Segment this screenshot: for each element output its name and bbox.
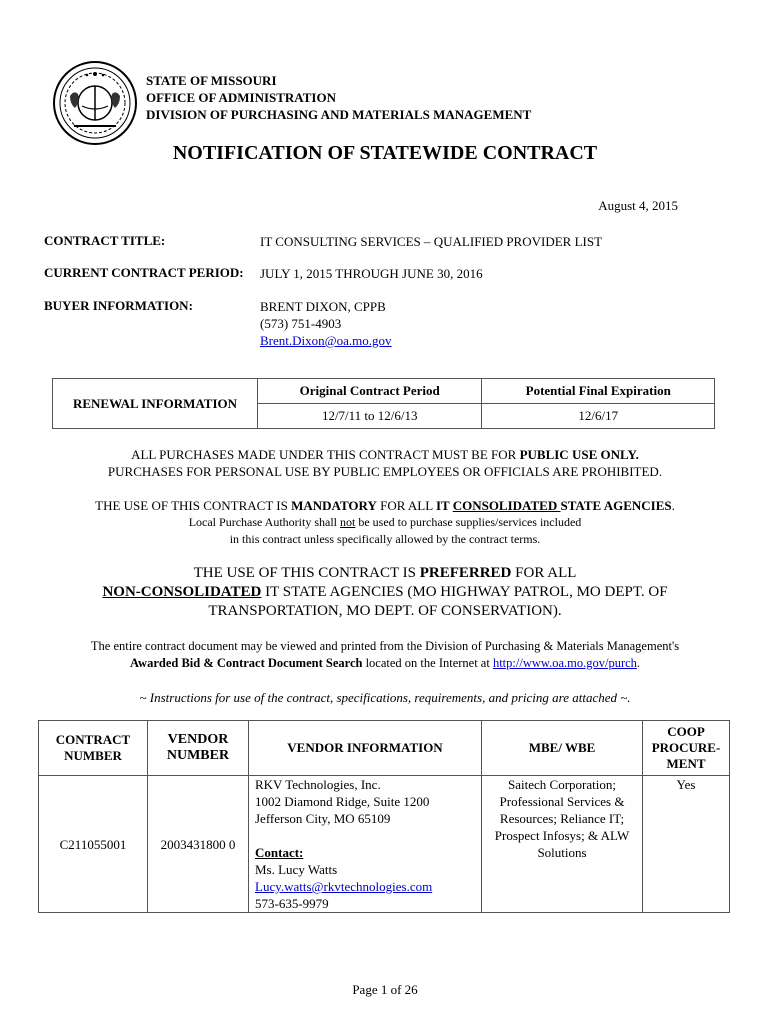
document-search-notice <box>0 638 770 672</box>
notice4-line1: The entire contract document may be viewed and printed from the Division of Purchasing & Materials Management's <box>90 639 680 653</box>
notice2-line2-b: be used to purchase supplies/services included <box>355 515 582 529</box>
col-vendor-number: VENDOR NUMBER <box>148 721 249 776</box>
notice1-bold: PUBLIC USE ONLY. <box>519 447 639 462</box>
header-line-state: STATE OF MISSOURI <box>146 73 277 88</box>
header-line-office: OFFICE OF ADMINISTRATION <box>146 90 336 105</box>
notice2-text-b: FOR ALL <box>376 498 436 513</box>
notice3-text-a: THE USE OF THIS CONTRACT IS <box>193 565 420 581</box>
vendor-address-2: Jefferson City, MO 65109 <box>255 811 391 826</box>
col-vendor-information: VENDOR INFORMATION <box>249 721 482 776</box>
buyer-name: BRENT DIXON, CPPB <box>260 299 386 314</box>
renewal-expiration-value: 12/6/17 <box>482 404 715 429</box>
renewal-original-header: Original Contract Period <box>258 379 482 404</box>
contact-name: Ms. Lucy Watts <box>255 862 338 877</box>
notice2-not: not <box>340 515 356 529</box>
notice2-text-a: THE USE OF THIS CONTRACT IS <box>95 498 292 513</box>
col-mbe-wbe: MBE/ WBE <box>482 721 643 776</box>
notice2-agencies: STATE AGENCIES <box>560 498 672 513</box>
renewal-expiration-header: Potential Final Expiration <box>482 379 715 404</box>
notice2-consolidated: CONSOLIDATED <box>452 498 561 513</box>
contract-title-value: IT CONSULTING SERVICES – QUALIFIED PROVIDER LIST <box>260 234 603 249</box>
missouri-state-seal-icon <box>52 60 138 146</box>
notice1-line2: PURCHASES FOR PERSONAL USE BY PUBLIC EMPLOYEES OR OFFICIALS ARE PROHIBITED. <box>107 464 663 479</box>
vendor-information-cell <box>249 776 482 913</box>
mbe-wbe-cell: Saitech Corporation; Professional Services & Resources; Reliance IT; Prospect Infosys; & ALW Solutions <box>482 776 643 913</box>
notice2-period: . <box>671 498 675 513</box>
public-use-notice <box>0 446 770 480</box>
vendor-address-1: 1002 Diamond Ridge, Suite 1200 <box>255 794 430 809</box>
page-title: NOTIFICATION OF STATEWIDE CONTRACT <box>172 142 598 164</box>
renewal-original-value: 12/7/11 to 12/6/13 <box>258 404 482 429</box>
buyer-phone: (573) 751-4903 <box>260 316 342 331</box>
notice1-text: ALL PURCHASES MADE UNDER THIS CONTRACT MUST BE FOR <box>131 447 520 462</box>
contact-label: Contact: <box>255 845 304 860</box>
renewal-label: RENEWAL INFORMATION <box>53 379 258 429</box>
contact-phone: 573-635-9979 <box>255 896 329 911</box>
header-line-division: DIVISION OF PURCHASING AND MATERIALS MANAGEMENT <box>146 107 532 122</box>
instructions-note: ~ Instructions for use of the contract, specifications, requirements, and pricing are attached ~. <box>139 690 631 705</box>
notice4-text: located on the Internet at <box>362 656 493 670</box>
notice3-text-c: IT STATE AGENCIES (MO HIGHWAY PATROL, MO DEPT. OF <box>261 584 668 600</box>
notice2-line3: in this contract unless specifically allowed by the contract terms. <box>229 532 541 546</box>
notice2-line2-a: Local Purchase Authority shall <box>188 515 341 529</box>
purchasing-website-link[interactable]: http://www.oa.mo.gov/purch <box>492 656 637 670</box>
page-number: Page 1 of 26 <box>352 982 418 997</box>
preferred-notice <box>0 564 770 621</box>
notice2-mandatory: MANDATORY <box>291 498 377 513</box>
notice3-preferred: PREFERRED <box>419 565 512 581</box>
coop-cell: Yes <box>643 776 730 913</box>
agency-header <box>146 72 531 123</box>
buyer-info-label: BUYER INFORMATION: <box>44 298 193 313</box>
contact-email-link[interactable]: Lucy.watts@rkvtechnologies.com <box>255 879 433 894</box>
vendor-number-cell: 2003431800 0 <box>148 776 249 913</box>
col-contract-number: CONTRACT NUMBER <box>39 721 148 776</box>
renewal-table <box>52 378 715 429</box>
notice3-line3: TRANSPORTATION, MO DEPT. OF CONSERVATION). <box>208 603 562 619</box>
contract-number-cell: C211055001 <box>39 776 148 913</box>
contract-period-value: JULY 1, 2015 THROUGH JUNE 30, 2016 <box>260 266 483 281</box>
table-row <box>39 776 730 913</box>
vendor-table <box>38 720 730 913</box>
col-coop-procurement: COOP PROCURE- MENT <box>643 721 730 776</box>
buyer-email-link[interactable]: Brent.Dixon@oa.mo.gov <box>260 333 392 348</box>
notice3-text-b: FOR ALL <box>511 565 577 581</box>
mandatory-notice <box>0 497 770 548</box>
notice3-non-consolidated: NON-CONSOLIDATED <box>102 584 262 600</box>
buyer-info <box>260 298 392 349</box>
notice4-search-title: Awarded Bid & Contract Document Search <box>129 656 363 670</box>
notice4-period: . <box>636 656 641 670</box>
notice2-it: IT <box>435 498 453 513</box>
vendor-name: RKV Technologies, Inc. <box>255 777 381 792</box>
contract-period-label: CURRENT CONTRACT PERIOD: <box>44 265 244 280</box>
notice-date: August 4, 2015 <box>598 198 678 213</box>
contract-title-label: CONTRACT TITLE: <box>44 233 166 248</box>
